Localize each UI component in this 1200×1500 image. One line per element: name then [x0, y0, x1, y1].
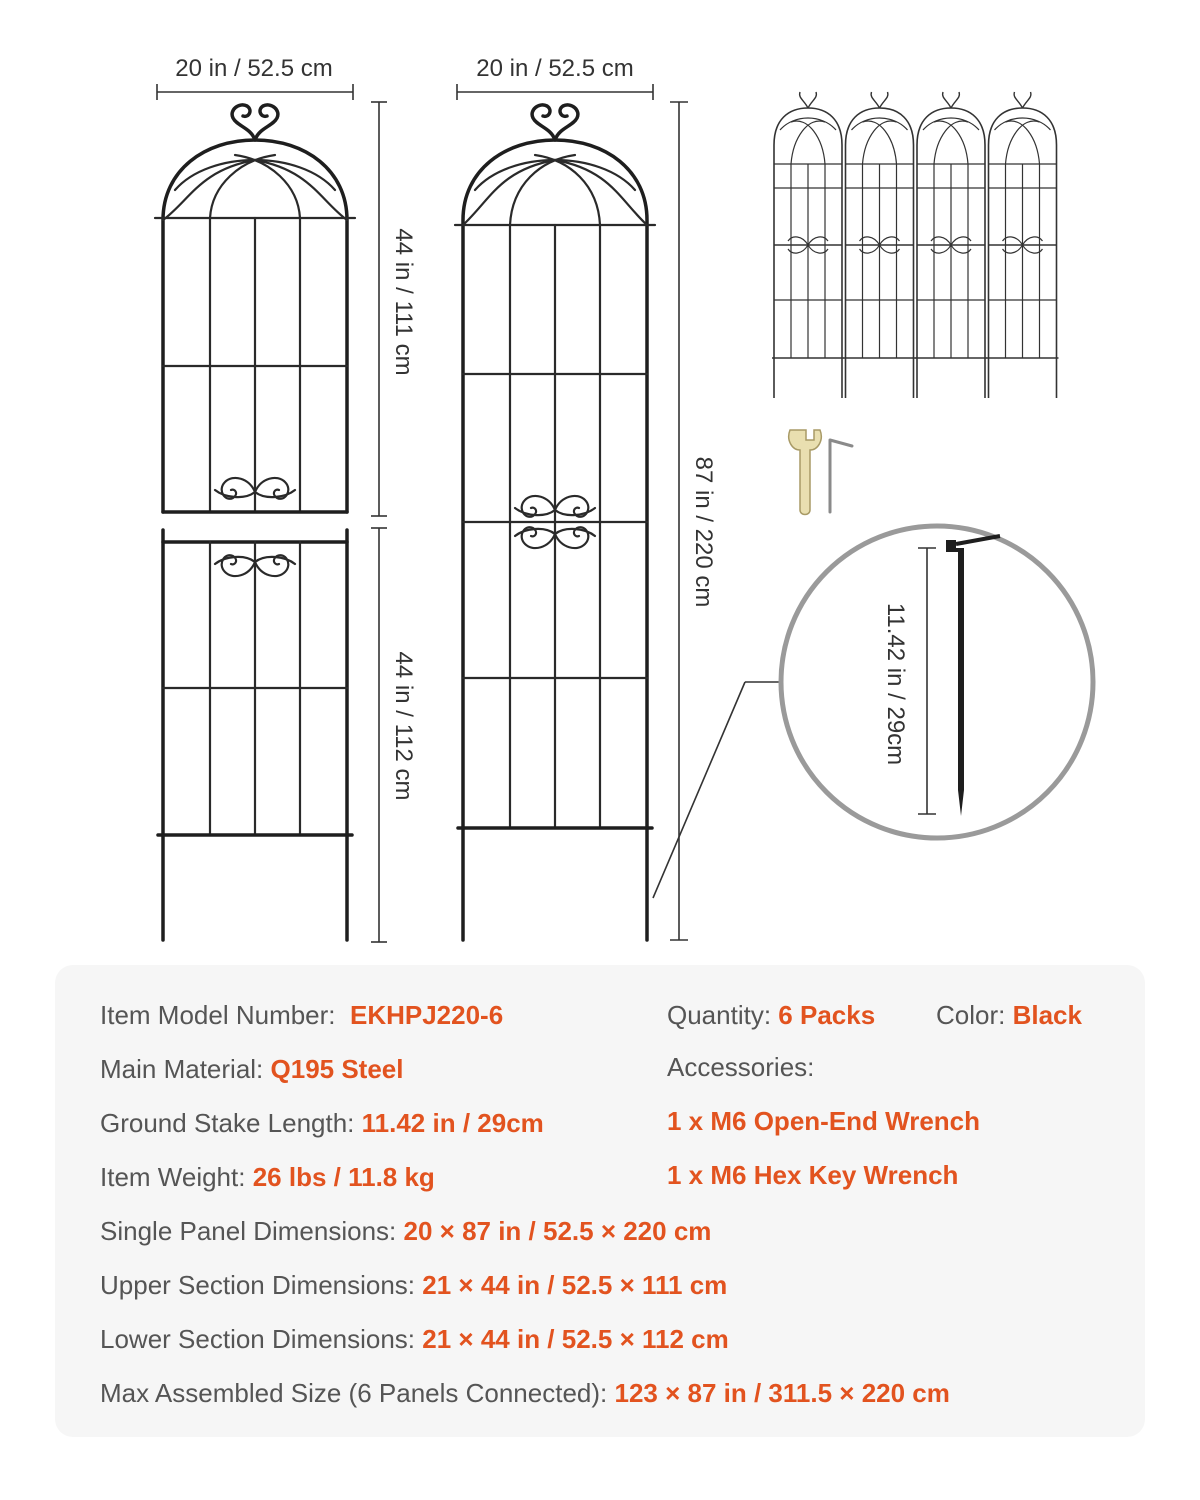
spec-lower-section: Lower Section Dimensions: 21 × 44 in / 52.5 × 112 cm [100, 1324, 729, 1354]
total-height-dimension [670, 102, 717, 940]
spec-upper-section-value: 21 × 44 in / 52.5 × 111 cm [422, 1270, 728, 1300]
spec-model-value: EKHPJ220-6 [349, 1000, 504, 1030]
spec-lower-section-value: 21 × 44 in / 52.5 × 112 cm [422, 1324, 729, 1354]
upper-height-label: 44 in / 111 cm [390, 228, 417, 376]
specifications-card [55, 965, 1145, 1437]
spec-accessory-2: 1 x M6 Hex Key Wrench [667, 1160, 959, 1190]
spec-material-value: Q195 Steel [270, 1054, 404, 1084]
full-width-label: 20 in / 52.5 cm [476, 55, 634, 82]
stake-zoom-callout [653, 526, 1093, 898]
section-height-dimensions [371, 102, 417, 942]
spec-max-size: Max Assembled Size (6 Panels Connected): 123 × 87 in / 311.5 × 220 cm [100, 1378, 950, 1408]
spec-weight-value: 26 lbs / 11.8 kg [252, 1162, 435, 1192]
spec-accessories: Accessories: [667, 1052, 815, 1082]
full-width-dimension [457, 55, 653, 100]
spec-accessory-1: 1 x M6 Open-End Wrench [667, 1106, 981, 1136]
spec-single-panel: Single Panel Dimensions: 20 × 87 in / 52.5 × 220 cm [100, 1216, 712, 1246]
connected-panels-preview [772, 92, 1059, 398]
preview-panel [772, 92, 844, 398]
spec-material: Main Material: Q195 Steel [100, 1054, 404, 1084]
upper-section-panel [155, 105, 355, 512]
preview-panel [987, 92, 1059, 398]
preview-panel [915, 92, 987, 398]
upper-width-dimension [157, 55, 353, 100]
spec-stake-value: 11.42 in / 29cm [361, 1108, 544, 1138]
stake-length-label: 11.42 in / 29cm [882, 602, 909, 766]
upper-width-label: 20 in / 52.5 cm [175, 55, 333, 82]
spec-model: Item Model Number: EKHPJ220-6 [100, 1000, 504, 1030]
spec-single-panel-value: 20 × 87 in / 52.5 × 220 cm [403, 1216, 712, 1246]
total-height-label: 87 in / 220 cm [690, 456, 717, 608]
spec-color: Color: Black [936, 1000, 1082, 1030]
lower-height-label: 44 in / 112 cm [390, 651, 417, 801]
preview-panel [844, 92, 916, 398]
spec-quantity-value: 6 Packs [778, 1000, 876, 1030]
spec-max-size-value: 123 × 87 in / 311.5 × 220 cm [614, 1378, 950, 1408]
spec-stake: Ground Stake Length: 11.42 in / 29cm [100, 1108, 544, 1138]
full-panel [455, 105, 655, 940]
spec-upper-section: Upper Section Dimensions: 21 × 44 in / 52.5 × 111 cm [100, 1270, 728, 1300]
hex-key-wrench-icon [830, 440, 852, 512]
spec-weight: Item Weight: 26 lbs / 11.8 kg [100, 1162, 435, 1192]
open-end-wrench-icon [789, 430, 822, 515]
spec-quantity: Quantity: 6 Packs [667, 1000, 876, 1030]
lower-section-panel [158, 530, 352, 940]
spec-color-value: Black [1012, 1000, 1082, 1030]
